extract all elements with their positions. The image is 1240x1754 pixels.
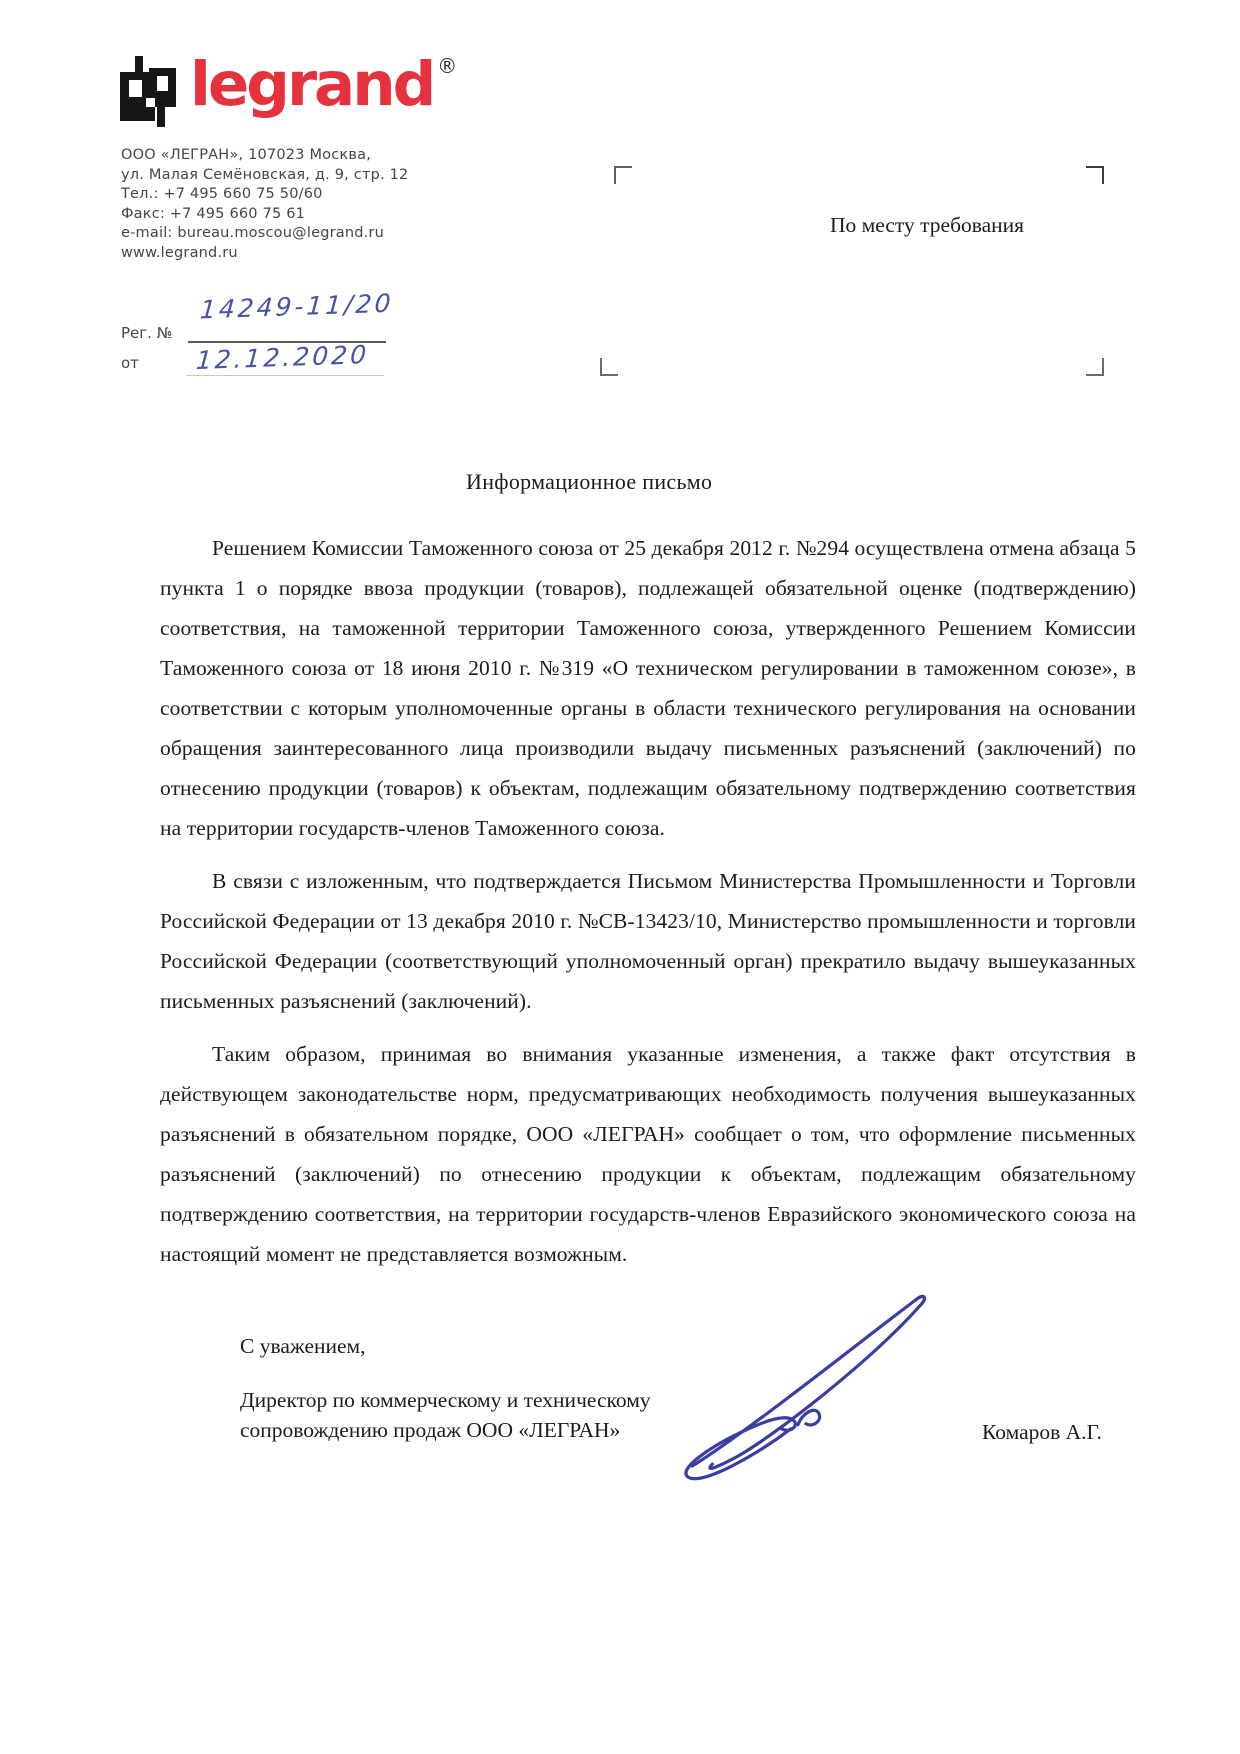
handwritten-reg-number: 14249-11/20 [199,288,395,325]
address-line-phone: Тел.: +7 495 660 75 50/60 [121,186,323,202]
corner-mark-top-right [1086,166,1104,184]
address-line: ООО «ЛЕГРАН», 107023 Москва, [121,147,371,163]
legrand-logo-icon [120,56,176,128]
corner-mark-bottom-right [1086,358,1104,376]
corner-mark-top-left [614,166,632,184]
signer-position-line-1: Директор по коммерческому и техническому [240,1388,651,1412]
salutation: С уважением, [240,1334,366,1358]
paragraph-2: В связи с изложенным, что подтверждается Письмом Министерства Промышленности и Торговли Российской Федерации от 13 декабря 2010 г. №СВ-13423/10, Министерство промышленности и торговли Российской Федерации (соответствующий уполномоченный орган) прекратило выдачу вышеуказанных письменных разъяснений (заключений). [160,869,1136,1013]
address-line-email: e-mail: bureau.moscou@legrand.ru [121,225,384,241]
reg-number-label: Рег. № [121,324,173,342]
date-label: от [121,354,139,372]
date-underline [186,375,384,376]
letterhead [120,49,458,128]
paragraph-1: Решением Комиссии Таможенного союза от 25 декабря 2012 г. №294 осуществлена отмена абзаца 5 пункта 1 о порядке ввоза продукции (товаров), подлежащей обязательной оценке (подтверждению) соответствия, на таможенной территории Таможенного союза, утвержденного Решением Комиссии Таможенного союза от 18 июня 2010 г. №319 «О техническом регулировании в таможенном союзе», в соответствии с которым уполномоченные органы в области технического регулирования на основании обращения заинтересованного лица производили выдачу письменных разъяснений (заключений) по отнесению продукции (товаров) к объектам, подлежащим обязательному подтверждению соответствия на территории государств-членов Таможенного союза. [160,536,1136,840]
letter-body [160,528,1136,1287]
letter-title: Информационное письмо [466,469,713,494]
address-line-fax: Факс: +7 495 660 75 61 [121,205,306,222]
corner-mark-bottom-left [600,358,618,376]
handwritten-date: 12.12.2020 [195,339,371,376]
paragraph-3: Таким образом, принимая во внимания указанные изменения, а также факт отсутствия в действующем законодательстве норм, предусматривающих необходимость получения вышеуказанных разъяснений в обязательном порядке, ООО «ЛЕГРАН» сообщает о том, что оформление письменных разъяснений (заключений) по отнесению продукции к объектам, подлежащим обязательному подтверждению соответствия, на территории государств-членов Евразийского экономического союза на настоящий момент не представляется возможным. [160,1042,1136,1266]
signer-name: Комаров А.Г. [982,1420,1102,1444]
registered-trademark-symbol: ® [437,54,458,78]
address-line-website: www.legrand.ru [121,244,238,261]
handwritten-signature [662,1272,974,1490]
brand-wordmark: legrand [190,49,434,120]
company-address-block [121,146,409,263]
signer-position [240,1385,651,1445]
address-line: ул. Малая Семёновская, д. 9, стр. 12 [121,166,409,183]
signer-position-line-2: сопровождению продаж ООО «ЛЕГРАН» [240,1418,621,1442]
recipient-destination: По месту требования [830,213,1025,237]
